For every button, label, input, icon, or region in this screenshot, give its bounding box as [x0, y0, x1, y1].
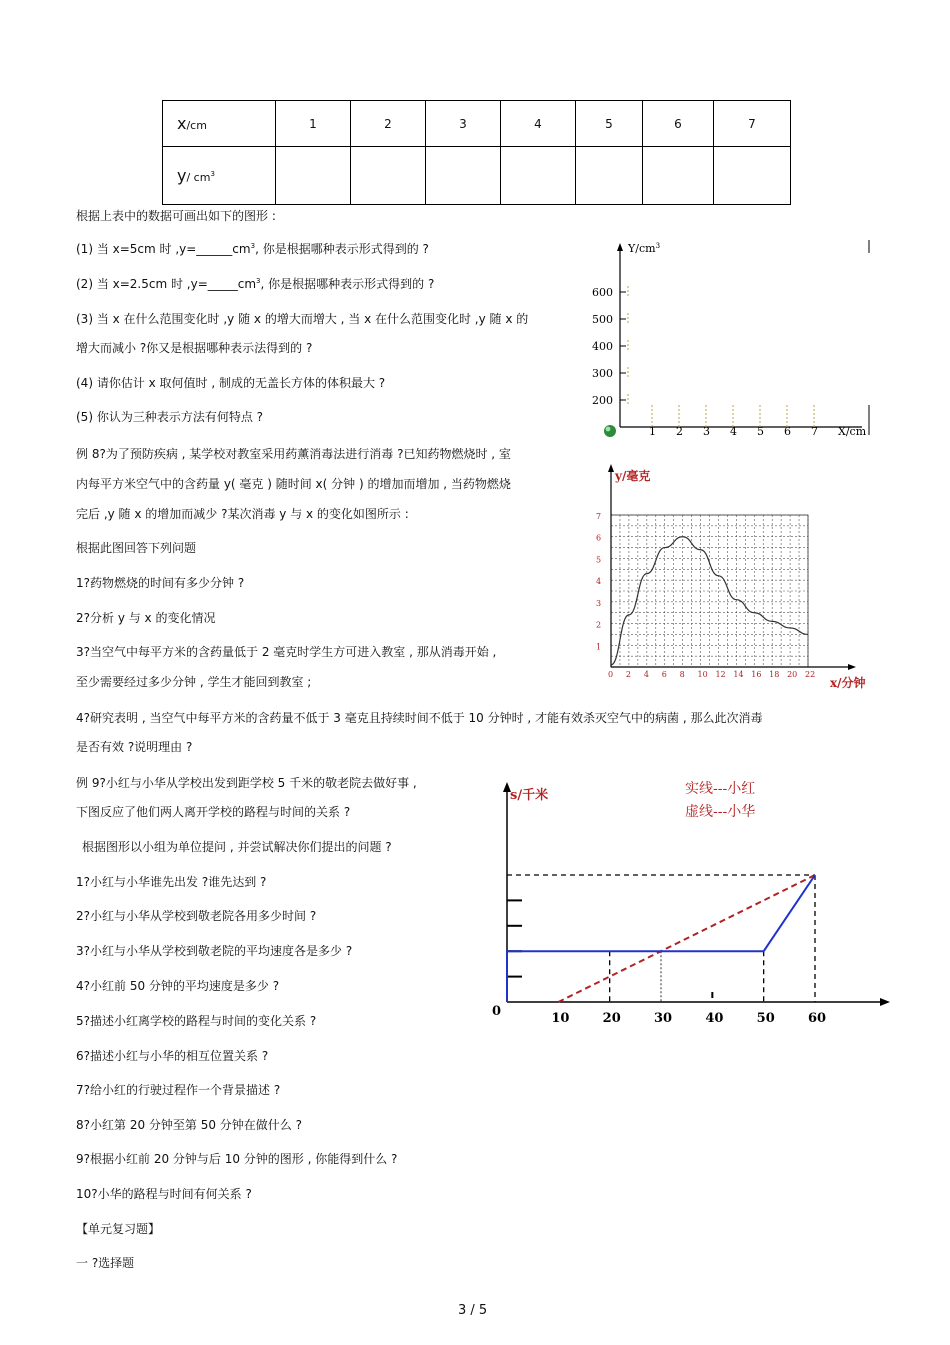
chart1-ytick-label: 300 — [592, 367, 613, 380]
example9-q5: 5?描述小红离学校的路程与时间的变化关系 ? — [76, 1014, 317, 1028]
chart-volume-axes — [590, 235, 880, 445]
chart1-y-arrow — [617, 243, 623, 251]
chart1-ylabel: $Y/cm^3$ — [628, 242, 661, 255]
example8-line2: 内每平方米空气中的含药量 y( 毫克 ) 随时间 x( 分钟 ) 的增加而增加 , 当药物燃烧 — [76, 477, 511, 491]
table-cell-y5 — [576, 147, 643, 205]
chart1-xlabel: X/cm — [838, 425, 867, 438]
chart3-series-xiaohong — [507, 875, 815, 1002]
example9-line3: 根据图形以小组为单位提问 , 并尝试解决你们提出的问题 ? — [82, 840, 392, 854]
table-cell-y7 — [714, 147, 791, 205]
table-cell-x4: 4 — [501, 101, 576, 147]
example8-q2: 2?分析 y 与 x 的变化情况 — [76, 611, 216, 625]
chart3-xtick-label: 20 — [602, 1011, 621, 1026]
question-3-line1: (3) 当 x 在什么范围变化时 ,y 随 x 的增大而增大 , 当 x 在什么范围变化时 ,y 随 x 的 — [76, 312, 529, 326]
chart1-ytick-label: 200 — [592, 394, 613, 407]
example8-q1: 1?药物燃烧的时间有多少分钟 ? — [76, 576, 245, 590]
chart1-ytick-label: 600 — [592, 286, 613, 299]
example8-q3-line1: 3?当空气中每平方米的含药量低于 2 毫克时学生方可进入教室 , 那从消毒开始 , — [76, 645, 497, 659]
table-cell-x2: 2 — [351, 101, 426, 147]
chart2-ytick-label: 3 — [596, 598, 602, 608]
chart2-xtick-label: 0 — [608, 670, 614, 679]
table-cell-x6: 6 — [643, 101, 714, 147]
chart2-xtick-label: 10 — [697, 670, 708, 679]
chart-disinfection-curve — [590, 460, 880, 695]
chart2-ytick-label: 7 — [596, 512, 602, 521]
example8-q3-line2: 至少需要经过多少分钟 , 学生才能回到教室 ; — [76, 675, 312, 689]
table-cell-y3 — [426, 147, 501, 205]
chart2-xlabel: x/分钟 — [830, 676, 866, 690]
example9-line2: 下图反应了他们两人离开学校的路程与时间的关系 ? — [76, 805, 351, 819]
table-cell-y6 — [643, 147, 714, 205]
chart1-xtick-label: 2 — [676, 425, 683, 438]
choice-heading: 一 ?选择题 — [76, 1256, 135, 1270]
intro-text: 根据上表中的数据可画出如下的图形 : — [76, 209, 276, 223]
chart1-green-dot-highlight — [606, 427, 611, 432]
chart2-ytick-label: 5 — [596, 555, 602, 565]
chart3-legend-dashed: 虚线---小华 — [685, 804, 756, 820]
example8-q4-line2: 是否有效 ?说明理由 ? — [76, 740, 193, 754]
example8-line3: 完后 ,y 随 x 的增加而减少 ?某次消毒 y 与 x 的变化如图所示 : — [76, 507, 409, 521]
example9-q3: 3?小红与小华从学校到敬老院的平均速度各是多少 ? — [76, 944, 353, 958]
chart2-ytick-label: 1 — [596, 642, 602, 652]
chart2-ytick-label: 6 — [596, 533, 602, 543]
table-row-y — [163, 147, 791, 205]
table-cell-x5: 5 — [576, 101, 643, 147]
chart2-xtick-label: 6 — [661, 670, 667, 679]
example9-line1: 例 9?小红与小华从学校出发到距学校 5 千米的敬老院去做好事 , — [76, 776, 417, 790]
chart1-ytick-label: 400 — [592, 340, 613, 353]
chart2-xtick-label: 14 — [733, 670, 744, 679]
page-number: 3 / 5 — [458, 1303, 488, 1318]
table-header-y: y/ $cm^3$ — [163, 147, 276, 205]
chart3-xtick-label: 30 — [654, 1011, 673, 1026]
chart1-xtick-label: 7 — [811, 425, 818, 438]
chart1-xtick-label: 5 — [757, 425, 764, 438]
chart2-ylabel: y/毫克 — [615, 469, 651, 483]
table-cell-y4 — [501, 147, 576, 205]
chart1-xtick-label: 4 — [730, 425, 737, 438]
table-cell-y1 — [276, 147, 351, 205]
chart3-xtick-label: 60 — [808, 1011, 827, 1026]
chart2-x-arrow — [848, 664, 856, 670]
example8-q4-line1: 4?研究表明 , 当空气中每平方米的含药量不低于 3 毫克且持续时间不低于 10 分钟时 , 才能有效杀灭空气中的病菌 , 那么此次消毒 — [76, 711, 763, 725]
chart3-ylabel: s/千米 — [510, 788, 549, 803]
chart2-xtick-label: 12 — [715, 670, 726, 679]
chart1-xtick-label: 1 — [649, 425, 656, 438]
table-cell-x7: 7 — [714, 101, 791, 147]
table-cell-y2 — [351, 147, 426, 205]
example9-q7: 7?给小红的行驶过程作一个背景描述 ? — [76, 1083, 281, 1097]
chart3-series-xiaohua — [558, 875, 815, 1002]
example9-q2: 2?小红与小华从学校到敬老院各用多少时间 ? — [76, 909, 317, 923]
example9-q6: 6?描述小红与小华的相互位置关系 ? — [76, 1049, 269, 1063]
chart3-x-arrow — [880, 998, 890, 1006]
chart2-xtick-label: 18 — [769, 670, 780, 679]
chart2-y-arrow — [608, 464, 614, 472]
chart3-xtick-label: 0 — [492, 1004, 502, 1019]
example8-line1: 例 8?为了预防疾病 , 某学校对教室采用药薰消毒法进行消毒 ?已知药物燃烧时 , 室 — [76, 447, 511, 461]
table-row-x — [163, 101, 791, 147]
example9-q1: 1?小红与小华谁先出发 ?谁先达到 ? — [76, 875, 267, 889]
chart2-xtick-label: 22 — [805, 670, 816, 679]
table-cell-x3: 3 — [426, 101, 501, 147]
example9-q10: 10?小华的路程与时间有何关系 ? — [76, 1187, 252, 1201]
chart1-ytick-label: 500 — [592, 313, 613, 326]
review-heading: 【单元复习题】 — [76, 1222, 161, 1236]
chart-distance-time — [480, 770, 900, 1030]
chart2-xtick-label: 8 — [679, 670, 685, 679]
question-3-line2: 增大而减小 ?你又是根据哪种表示法得到的 ? — [76, 341, 313, 355]
example9-q8: 8?小红第 20 分钟至第 50 分钟在做什么 ? — [76, 1118, 302, 1132]
example9-q9: 9?根据小红前 20 分钟与后 10 分钟的图形 , 你能得到什么 ? — [76, 1152, 398, 1166]
chart3-xtick-label: 50 — [756, 1011, 775, 1026]
chart1-green-dot-icon — [604, 425, 616, 437]
example8-line4: 根据此图回答下列问题 — [76, 541, 197, 555]
data-table — [162, 100, 791, 205]
chart3-xtick-label: 10 — [551, 1011, 570, 1026]
question-5: (5) 你认为三种表示方法有何特点 ? — [76, 410, 263, 424]
chart2-ytick-label: 2 — [596, 620, 602, 630]
question-1: (1) 当 x=5cm 时 $,y=\_\_\_\_\_\_cm^3$, 你是根据哪种表示形式得到的 ? — [76, 242, 429, 256]
chart2-xtick-label: 2 — [625, 670, 632, 679]
question-2: (2) 当 x=2.5cm 时 $,y=\_\_\_\_\_cm^3$, 你是根据哪种表示形式得到的 ? — [76, 277, 435, 291]
chart2-ytick-label: 4 — [596, 577, 602, 587]
chart1-xtick-label: 6 — [784, 425, 791, 438]
chart2-xtick-label: 16 — [751, 670, 762, 679]
question-4: (4) 请你估计 x 取何值时 , 制成的无盖长方体的体积最大 ? — [76, 376, 386, 390]
table-header-x: x/cm — [163, 101, 276, 147]
chart3-legend-solid: 实线---小红 — [685, 781, 756, 797]
chart2-xtick-label: 20 — [787, 670, 798, 679]
table-cell-x1: 1 — [276, 101, 351, 147]
example9-q4: 4?小红前 50 分钟的平均速度是多少 ? — [76, 979, 280, 993]
chart3-xtick-label: 40 — [705, 1011, 724, 1026]
chart2-xtick-label: 4 — [643, 670, 649, 679]
chart1-xtick-label: 3 — [703, 425, 710, 438]
